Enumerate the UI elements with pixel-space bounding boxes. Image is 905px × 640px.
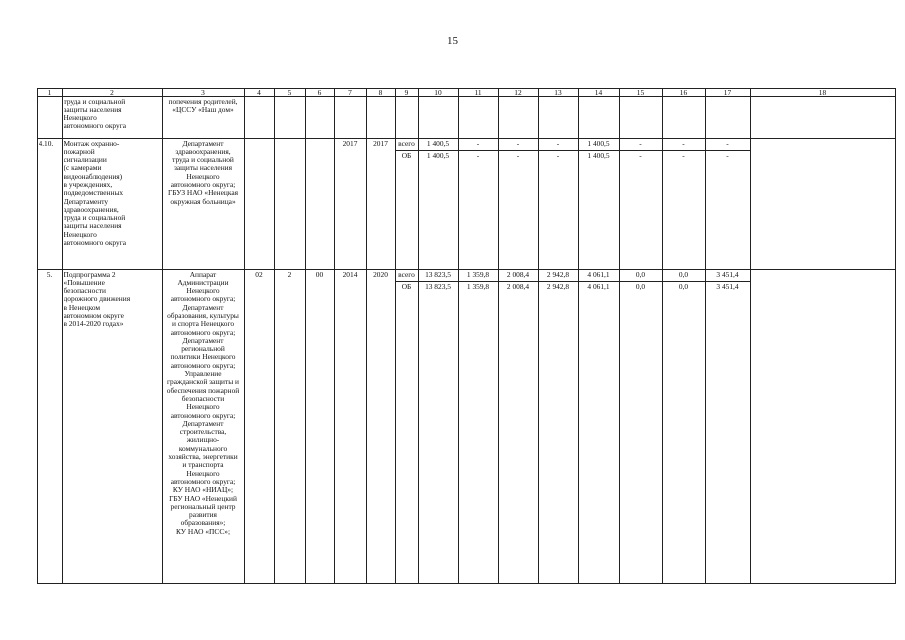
- column-number-17: 17: [723, 88, 732, 97]
- column-number-14: 14: [594, 88, 603, 97]
- row-5-value-c12: 2 008,4: [506, 270, 530, 279]
- row-5-start-year: 2014: [342, 270, 358, 279]
- row-5-value-c13: 2 942,8: [546, 270, 570, 279]
- row-5-code-5: 2: [287, 270, 292, 279]
- table-rule-v10: [458, 88, 459, 584]
- column-number-1: 1: [47, 88, 52, 97]
- row-4-10-value-c12: -: [516, 139, 520, 148]
- table-rule-v14: [619, 88, 620, 584]
- row-4-10-start-year: 2017: [342, 139, 358, 148]
- table-rule-v18: [895, 88, 896, 584]
- row-5-value-c17: 3 451,4: [716, 282, 739, 291]
- row-4-10-value-c15: -: [639, 151, 642, 160]
- row-4-10-value-c16: -: [682, 139, 685, 148]
- row-5-value-c15: 0,0: [635, 282, 646, 291]
- page-number: 15: [447, 35, 458, 47]
- row-5-value-c10: 13 823,5: [425, 270, 451, 279]
- column-number-2: 2: [110, 88, 114, 97]
- column-number-3: 3: [201, 88, 205, 97]
- column-number-9: 9: [404, 88, 409, 97]
- table-rule-v12: [538, 88, 539, 584]
- row-4-10-value-c17: -: [726, 139, 729, 148]
- row-5-value-c16: 0,0: [678, 270, 689, 279]
- row-4-10-value-c10: 1 400,5: [426, 139, 450, 148]
- row-4-10-value-c13: -: [556, 151, 560, 160]
- column-number-4: 4: [257, 88, 261, 97]
- table-rule-v8: [395, 88, 396, 584]
- row-5-value-c12: 2 008,4: [506, 282, 530, 291]
- row-4-10-value-c14: 1 400,5: [587, 139, 610, 148]
- row-5-value-c11: 1 359,8: [466, 282, 490, 291]
- row-4-10-source-0: всего: [398, 139, 415, 148]
- row-continuation-executor: попечения родителей, «ЦССУ «Наш дом»: [168, 97, 238, 114]
- column-number-10: 10: [434, 88, 442, 97]
- table-rule-v5: [305, 88, 306, 584]
- table-rule-v6: [334, 88, 335, 584]
- row-5-value-c15: 0,0: [635, 270, 646, 279]
- row-5-value-c13: 2 942,8: [546, 282, 570, 291]
- column-number-15: 15: [636, 88, 645, 97]
- row-5-source-0: всего: [398, 270, 415, 279]
- row-continuation-name: труда и социальной защиты населения Ненецкого автономного округа: [63, 97, 127, 131]
- column-number-8: 8: [378, 88, 383, 97]
- row-5-value-c14: 4 061,1: [587, 270, 610, 279]
- row-4-10-value-c12: -: [516, 151, 520, 160]
- row-5-number: 5.: [46, 270, 53, 279]
- column-number-11: 11: [474, 88, 482, 97]
- row-4-10-end-year: 2017: [373, 139, 388, 148]
- column-number-6: 6: [317, 88, 322, 97]
- row-4-10-executor: Департамент здравоохранения, труда и социальной защиты населения Ненецкого автономного округа; ГБУЗ НАО «Ненецкая окружная больница»: [167, 139, 239, 206]
- table-rule-v11: [498, 88, 499, 584]
- row-5-code-4: 02: [255, 270, 263, 279]
- row-4-10-value-c17: -: [726, 151, 729, 160]
- column-number-7: 7: [348, 88, 352, 97]
- row-4-10-value-c11: -: [476, 151, 480, 160]
- row-5-name: Подпрограмма 2 «Повышение безопасности дорожного движения в Ненецком автономном округе в 2014-2020 годах»: [63, 270, 131, 329]
- column-number-16: 16: [679, 88, 688, 97]
- row-4-10-value-c15: -: [639, 139, 642, 148]
- table-rule-v3: [244, 88, 245, 584]
- row-5-value-c16: 0,0: [678, 282, 689, 291]
- table-rule-v17: [750, 88, 751, 584]
- column-number-18: 18: [818, 88, 827, 97]
- row-5-end-year: 2020: [373, 270, 388, 279]
- table-rule-v7: [366, 88, 367, 584]
- row-5-value-c14: 4 061,1: [587, 282, 610, 291]
- row-4-10-source-1: ОБ: [401, 151, 412, 160]
- row-5-source-1: ОБ: [401, 282, 412, 291]
- column-number-12: 12: [514, 88, 522, 97]
- row-5-executor: Аппарат Администрации Ненецкого автономного округа; Департамент образования, культуры и спорта Ненецкого автономного округа; Департамент региональной политики Ненецкого автономного округа; Управление гражданской защиты и обеспечения пожарной безопасности Ненецкого автономного округа; Департамент строительства, жилищно- коммунального хозяйства, энергетики и транспорта Ненецкого автономного округа; КУ НАО «НИАЦ»; ГБУ НАО «Ненецкий региональный центр развития образования»; КУ НАО «ПСС»;: [166, 270, 240, 536]
- table-rule-v16: [705, 88, 706, 584]
- row-4-10-value-c11: -: [476, 139, 480, 148]
- table-rule-v15: [662, 88, 663, 584]
- column-number-13: 13: [554, 88, 562, 97]
- row-5-code-6: 00: [315, 270, 324, 279]
- row-4-10-value-c14: 1 400,5: [587, 151, 610, 160]
- row-4-10-value-c16: -: [682, 151, 685, 160]
- row-4-10-number: 4.10.: [38, 139, 54, 148]
- row-5-value-c11: 1 359,8: [466, 270, 490, 279]
- table-rule-v9: [418, 88, 419, 584]
- row-4-10-name: Монтаж охранно- пожарной сигнализации (с камерами видеонаблюдения) в учреждениях, подведомственных Департаменту здравоохранения, труда и социальной защиты населения Ненецкого автономного округа: [63, 139, 127, 248]
- table-rule-v13: [578, 88, 579, 584]
- column-number-5: 5: [287, 88, 292, 97]
- row-5-value-c10: 13 823,5: [425, 282, 451, 291]
- row-4-10-value-c10: 1 400,5: [426, 151, 450, 160]
- table-rule-v0: [37, 88, 38, 584]
- row-4-10-value-c13: -: [556, 139, 560, 148]
- table-rule-v4: [274, 88, 275, 584]
- row-5-value-c17: 3 451,4: [716, 270, 739, 279]
